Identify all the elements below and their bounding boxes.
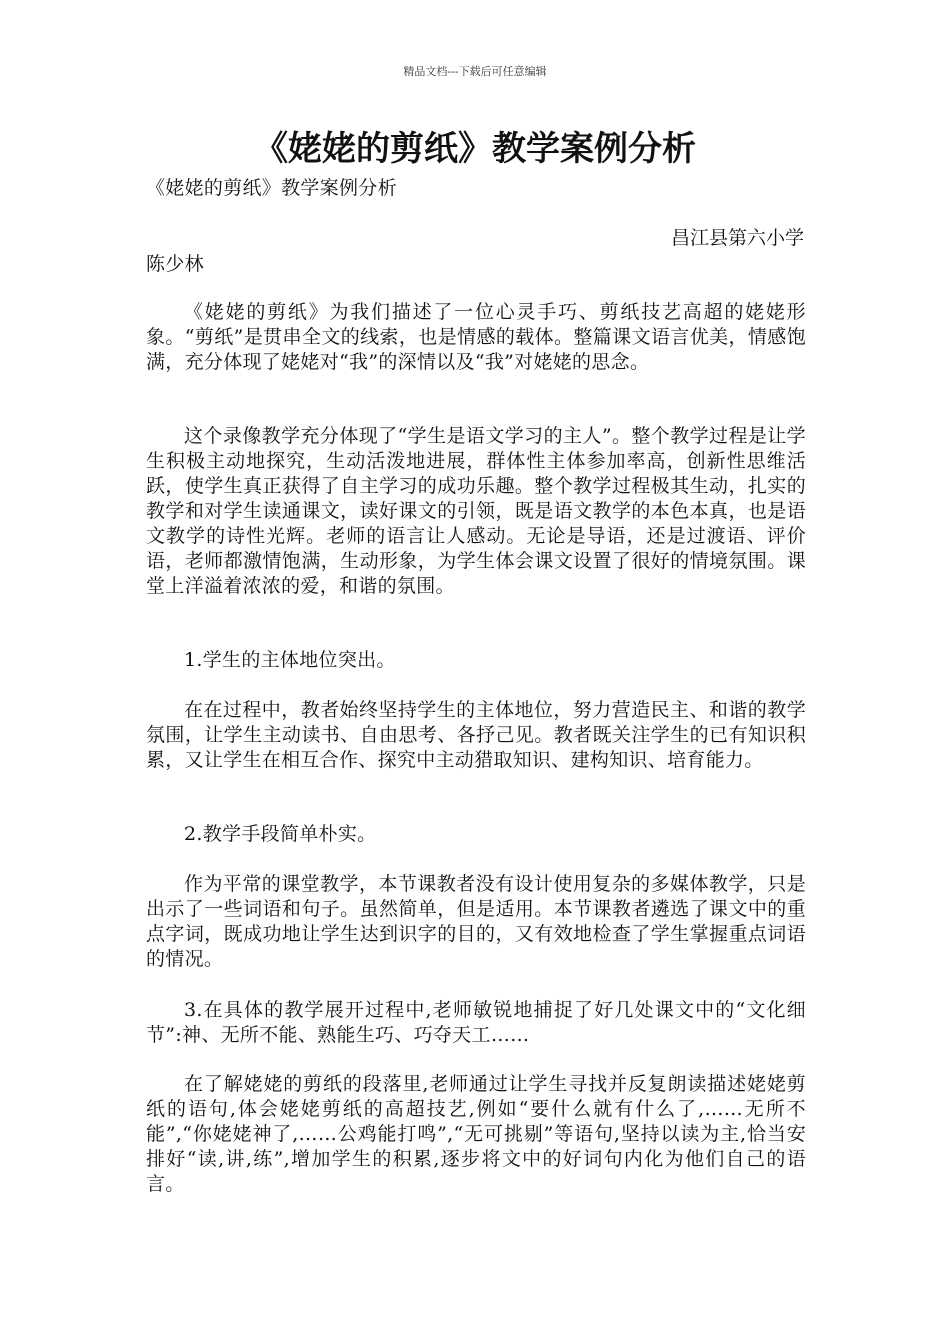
section-heading-1: 1.学生的主体地位突出。 [184,649,396,671]
section-heading-2: 2.教学手段简单朴实。 [184,823,377,845]
paragraph-section-1: 在在过程中，教者始终坚持学生的主体地位，努力营造民主、和谐的教学氛围，让学生主动读书、自由思考、各抒己见。教者既关注学生的已有知识积累，又让学生在相互合作、探究中主动猎取知识、建构知识、培育能力。 [146,699,806,771]
paragraph-intro: 《姥姥的剪纸》为我们描述了一位心灵手巧、剪纸技艺高超的姥姥形象。“剪纸”是贯串全文的线索，也是情感的载体。整篇课文语言优美，情感饱满，充分体现了姥姥对“我”的深情以及“我”对姥姥的思念。 [146,301,806,373]
paragraph-overview: 这个录像教学充分体现了“学生是语文学习的主人”。整个教学过程是让学生积极主动地探究，生动活泼地进展，群体性主体参加率高，创新性思维活跃，使学生真正获得了自主学习的成功乐趣。整个教学过程极其生动，扎实的教学和对学生读通课文，读好课文的引领，既是语文教学的本色本真，也是语文教学的诗性光辉。老师的语言让人感动。无论是导语，还是过渡语、评价语，老师都激情饱满，生动形象，为学生体会课文设置了很好的情境氛围。课堂上洋溢着浓浓的爱，和谐的氛围。 [146,425,806,597]
school-name: 昌江县第六小学 [670,227,804,249]
page-header-note: 精品文档---下载后可任意编辑 [403,65,547,78]
paragraph-section-3: 在了解姥姥的剪纸的段落里,老师通过让学生寻找并反复朗读描述姥姥剪纸的语句,体会姥姥剪纸的高超技艺,例如“要什么就有什么了,……无所不能”,“你姥姥神了,……公鸡能打鸣”,“无可挑剔”等语句,坚持以读为主,恰当安排好“读,讲,练”,增加学生的积累,逐步将文中的好词句内化为他们自己的语言。 [146,1073,806,1195]
section-heading-3: 3.在具体的教学展开过程中,老师敏锐地捕捉了好几处课文中的“文化细节”:神、无所不能、熟能生巧、巧夺天工…… [146,999,806,1046]
document-subtitle: 《姥姥的剪纸》教学案例分析 [146,177,397,199]
paragraph-section-2: 作为平常的课堂教学，本节课教者没有设计使用复杂的多媒体教学，只是出示了一些词语和句子。虽然简单，但是适用。本节课教者遴选了课文中的重点字词，既成功地让学生达到识字的目的，又有效地检查了学生掌握重点词语的情况。 [146,873,806,970]
document-title: 《姥姥的剪纸》教学案例分析 [254,129,696,169]
author-name: 陈少林 [146,253,204,275]
